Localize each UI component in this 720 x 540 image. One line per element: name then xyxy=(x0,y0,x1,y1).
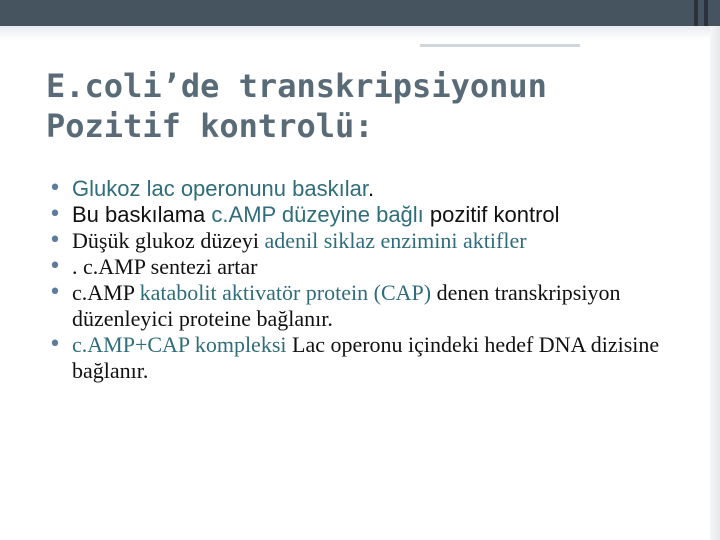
bullet-item xyxy=(46,280,686,332)
bullet-dot: • xyxy=(48,202,62,227)
bullet-text: katabolit aktivatör protein (CAP) xyxy=(139,280,432,305)
bullet-item xyxy=(46,332,686,384)
bullet-item xyxy=(46,176,686,202)
bullet-text: Lac operonu içindeki hedef DNA dizisine bağlanır. xyxy=(72,332,660,383)
bullet-dot: • xyxy=(48,176,62,201)
bullet-text: pozitif kontrol xyxy=(423,202,560,227)
right-edge xyxy=(710,26,720,540)
bullet-text: c.AMP xyxy=(72,280,140,305)
bullet-text: adenil siklaz enzimini aktifler xyxy=(264,228,527,253)
bullet-dot: • xyxy=(48,228,62,253)
bullet-text: Düşük glukoz düzeyi xyxy=(72,228,265,253)
header-accent xyxy=(0,26,720,40)
bullet-text: Glukoz lac operonunu baskılar xyxy=(72,176,368,201)
bullet-item xyxy=(46,228,686,254)
bullet-dot: • xyxy=(48,280,62,305)
bullet-text: . c.AMP sentezi artar xyxy=(72,254,258,279)
bullet-item xyxy=(46,202,686,228)
top-bar-stripe xyxy=(694,0,698,26)
bullet-text: c.AMP düzeyine bağlı xyxy=(211,202,424,227)
slide-title-line2: Pozitif kontrolü: xyxy=(46,107,374,145)
bullet-item xyxy=(46,254,686,280)
slide-title xyxy=(46,66,686,146)
bullet-text: c.AMP+CAP kompleksi xyxy=(72,332,287,357)
header-accent-tab xyxy=(420,44,580,47)
slide-title-line1: E.coli’de transkripsiyonun xyxy=(46,67,547,105)
bullet-dot: • xyxy=(48,332,62,357)
bullet-text: denen transkripsiyon düzenleyici proteine bağlanır. xyxy=(72,280,621,331)
bullet-dot: • xyxy=(48,254,62,279)
bullet-text: . xyxy=(367,176,375,201)
top-bar-stripe xyxy=(704,0,708,26)
bullet-list xyxy=(46,176,686,384)
top-bar xyxy=(0,0,720,26)
bullet-text: Bu baskılama xyxy=(72,202,212,227)
